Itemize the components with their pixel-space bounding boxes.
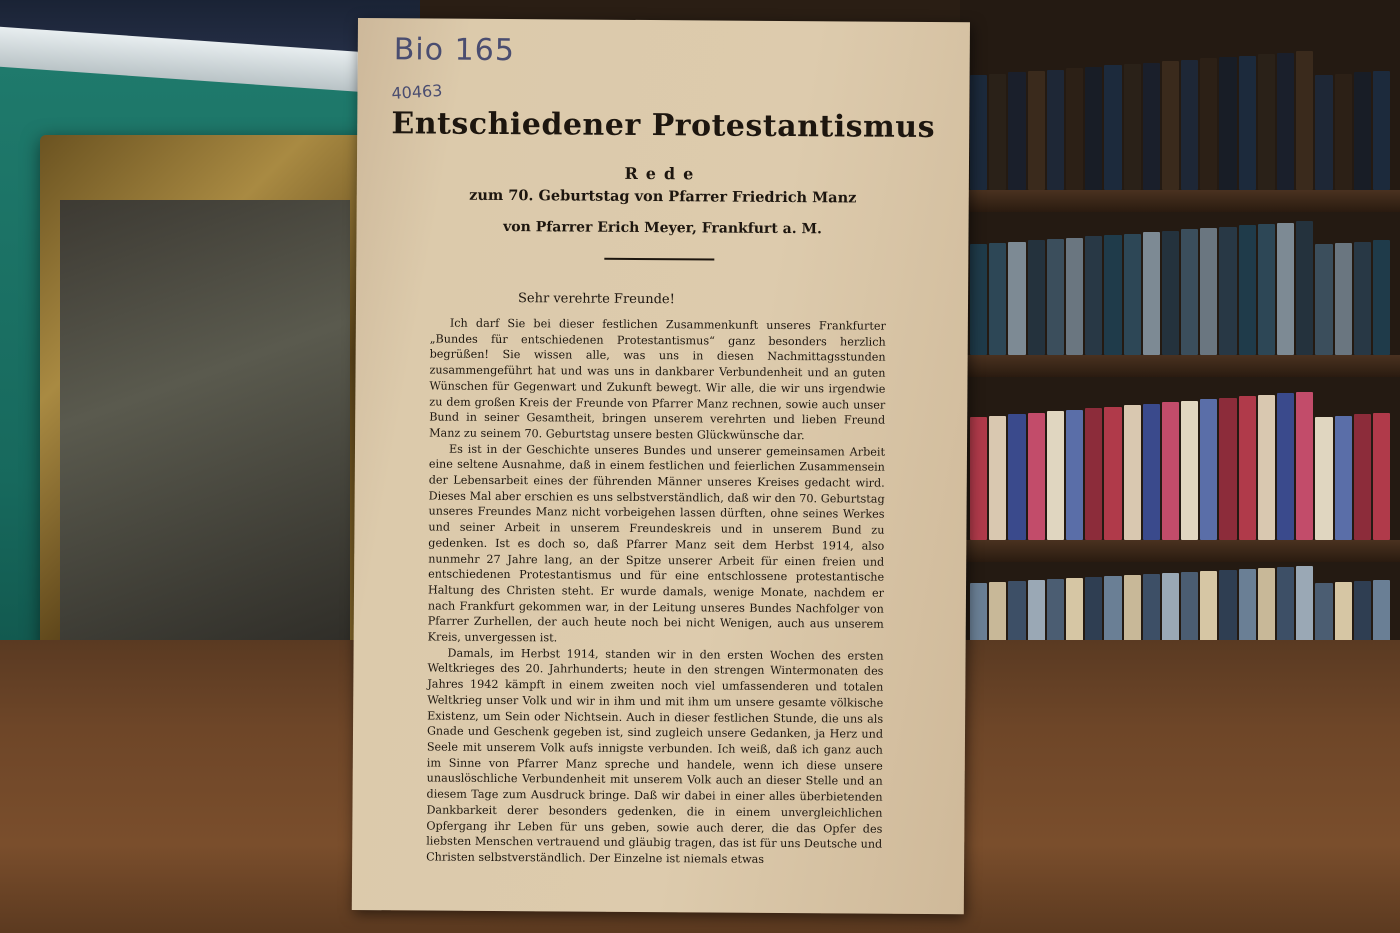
- book-spine: [970, 75, 987, 190]
- book-row: [970, 390, 1390, 540]
- book-spine: [1373, 240, 1390, 355]
- book-spine: [1277, 53, 1294, 190]
- book-spine: [1335, 74, 1352, 190]
- book-spine: [1219, 57, 1236, 190]
- shelf-board: [960, 540, 1400, 562]
- book-spine: [1296, 392, 1313, 541]
- book-spine: [1085, 408, 1102, 540]
- framed-painting: [60, 200, 350, 660]
- book-spine: [1354, 242, 1371, 355]
- book-spine: [1335, 243, 1352, 355]
- book-spine: [989, 416, 1006, 541]
- book-spine: [1239, 396, 1256, 540]
- book-spine: [1162, 61, 1179, 190]
- book-spine: [1085, 67, 1102, 190]
- book-spine: [1181, 60, 1198, 190]
- book-spine: [1143, 232, 1160, 355]
- book-spine: [1028, 240, 1045, 355]
- book-spine: [1258, 54, 1275, 190]
- book-spine: [1008, 242, 1025, 355]
- book-spine: [1028, 71, 1045, 190]
- book-spine: [1335, 416, 1352, 541]
- book-spine: [1200, 399, 1217, 540]
- book-spine: [1047, 411, 1064, 540]
- title-divider: [604, 258, 714, 261]
- document-occasion: zum 70. Geburtstag von Pfarrer Friedrich Manz: [469, 186, 857, 207]
- book-spine: [1008, 72, 1025, 190]
- pencil-accession-number: 40463: [390, 80, 443, 103]
- shelf-board: [960, 355, 1400, 377]
- shelf-board: [960, 190, 1400, 212]
- book-spine: [1354, 72, 1371, 190]
- book-spine: [1373, 413, 1390, 541]
- book-spine: [1104, 235, 1121, 355]
- book-spine: [1124, 234, 1141, 356]
- book-spine: [970, 417, 987, 540]
- book-spine: [1219, 398, 1236, 541]
- book-spine: [1239, 56, 1256, 190]
- paragraph: Damals, im Herbst 1914, standen wir in den ersten Wochen des ersten Weltkrieges des 20. Jahrhunderts; heute in den strengen Wintermonaten des Jahres 1942 kämpft in einem zweiten noch viel umfassenderen und totalen Weltkrieg unser Volk und wir in ihm und mit ihm um unsere gesamte völkische Existenz, um Sein oder Nichtsein. Auch in dieser festlichen Stunde, die uns als Gnade und Geschenk gegeben ist, sind zugleich unsere Gedanken, ja Herz und Seele mit unserem Volk aufs innigste verbunden. Ich weiß, daß ich ganz auch im Sinne von Pfarrer Manz spreche und handele, wenn ich diese unsere unauslöschliche Verbundenheit mit unserem Volk auch an dieser Stelle und an diesem Tage zum Ausdruck bringe. Daß wir dabei in einer alles überbietenden Dankbarkeit derer besonders gedenken, die in einem unvergleichlichen Opfergang ihr Leben für uns geben, sowie auch derer, die das Opfer des liebsten Menschen vertrauend und gläubig tragen, das ist für uns Deutsche und Christen selbstverständlich. Der Einzelne ist niemals etwas: [426, 646, 884, 866]
- paragraph: Ich darf Sie bei dieser festlichen Zusammenkunft unseres Frankfurter „Bundes für entschiedenen Protestantismus“ ganz besonders herzlich begrüßen! Sie wissen alle, was uns in diesen Nachmittagsstunden zusammengeführt hat und was uns in dankbarer Verbundenheit und an guten Wünschen für Gegenwart und Zukunft bewegt. Wir alle, die wir uns irgendwie zu dem großen Kreis der Freunde von Pfarrer Manz rechnen, sowie auch unser Bund in seiner Gesamtheit, bringen unserem verehrten und lieben Freund Manz zu seinem 70. Geburtstag unsere besten Glückwünsche dar.: [429, 316, 886, 443]
- book-spine: [1008, 414, 1025, 540]
- book-spine: [989, 243, 1006, 355]
- salutation: Sehr verehrte Freunde!: [517, 291, 675, 308]
- book-spine: [1143, 404, 1160, 541]
- book-spine: [1066, 68, 1083, 190]
- book-spine: [1315, 417, 1332, 540]
- book-spine: [1104, 407, 1121, 541]
- book-spine: [1047, 239, 1064, 355]
- document-title: Entschiedener Protestantismus: [391, 106, 936, 146]
- book-spine: [1124, 64, 1141, 190]
- book-spine: [970, 244, 987, 355]
- paragraph: Es ist in der Geschichte unseres Bundes und unserer gemeinsamen Arbeit eine seltene Ausnahme, daß in einem festlichen und feierlichen Zusammensein der Lebensarbeit eines der führenden Männer unseres Kreises gedacht wird. Dieses Mal aber erschien es uns selbstverständlich, daß wir den 70. Geburtstag unseres Freundes Manz nicht vorbeigehen lassen dürften, ohne seines Werkes und seiner Arbeit in unserem Freundeskreis und in unserem Bund zu gedenken. Ist es doch so, daß Pfarrer Manz seit dem Herbst 1914, also nunmehr 27 Jahre lang, an der Spitze unserer Arbeit für einen freien und entschiedenen Protestantismus und für eine entschlossene protestantische Haltung des Christen steht. Er wurde damals, wenige Monate, nachdem er nach Frankfurt gekommen war, in der Leitung unseres Bundes Nachfolger von Pfarrer Zurhellen, der auch heute noch bei nicht Wenigen, auch aus unserem Kreis, unvergessen ist.: [427, 442, 886, 645]
- book-spine: [1296, 221, 1313, 355]
- document-author: von Pfarrer Erich Meyer, Frankfurt a. M.: [503, 219, 822, 238]
- book-spine: [1200, 58, 1217, 190]
- book-spine: [1277, 223, 1294, 355]
- book-spine: [1200, 228, 1217, 355]
- book-spine: [1181, 229, 1198, 355]
- book-spine: [1354, 414, 1371, 540]
- book-spine: [1066, 410, 1083, 541]
- book-spine: [1373, 71, 1390, 190]
- book-spine: [1181, 401, 1198, 541]
- book-spine: [1143, 63, 1160, 190]
- book-spine: [1162, 231, 1179, 355]
- book-spine: [1258, 224, 1275, 355]
- book-row: [970, 50, 1390, 190]
- book-spine: [1066, 238, 1083, 355]
- pamphlet-page: [352, 18, 970, 914]
- book-spine: [1258, 395, 1275, 541]
- book-row: [970, 220, 1390, 355]
- document-subtitle: Rede: [624, 163, 702, 184]
- book-spine: [1277, 393, 1294, 540]
- book-spine: [1296, 51, 1313, 190]
- book-spine: [1315, 244, 1332, 355]
- book-spine: [1047, 70, 1064, 190]
- book-spine: [1028, 413, 1045, 541]
- book-spine: [1162, 402, 1179, 540]
- book-spine: [1104, 65, 1121, 190]
- book-spine: [989, 74, 1006, 190]
- book-spine: [1315, 75, 1332, 190]
- book-spine: [1085, 236, 1102, 355]
- book-spine: [1219, 227, 1236, 355]
- book-spine: [1124, 405, 1141, 540]
- pencil-call-number: Bio 165: [393, 32, 515, 69]
- speech-body: [426, 316, 886, 869]
- book-spine: [1239, 225, 1256, 355]
